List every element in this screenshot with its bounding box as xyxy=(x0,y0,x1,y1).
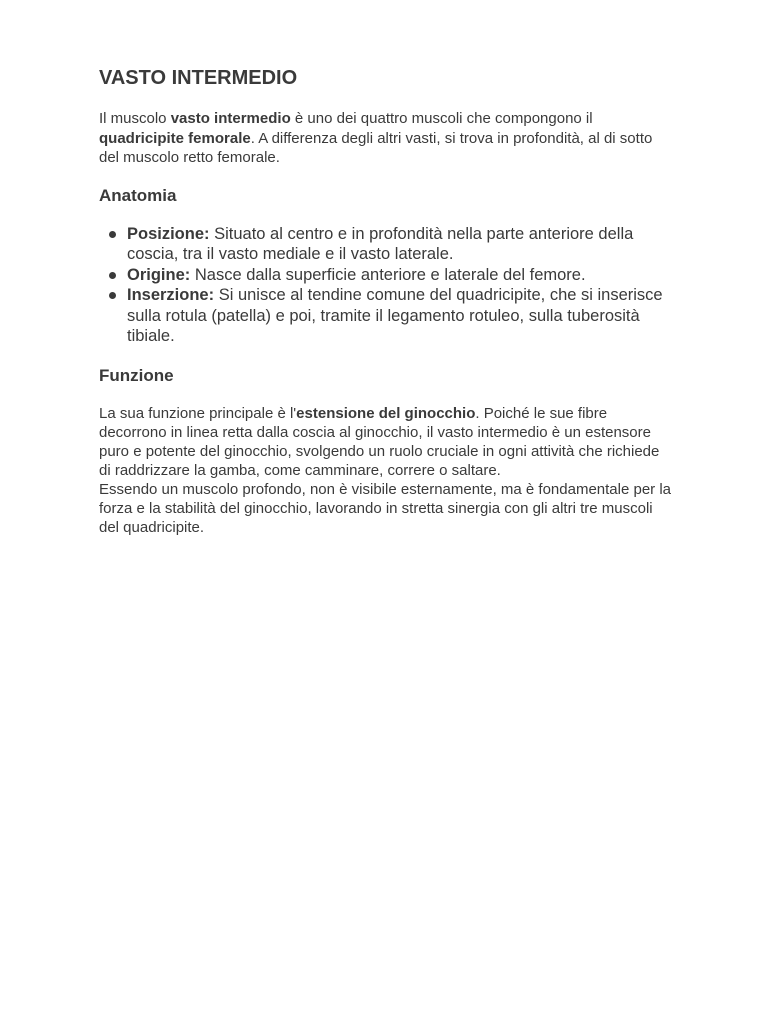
anatomy-item-text: Si unisce al tendine comune del quadricipite, che si inserisce sulla rotula (patella) e poi, tramite il legamento rotuleo, sulla tuberosità tibiale. xyxy=(127,286,663,345)
anatomy-item-text: Situato al centro e in profondità nella parte anteriore della coscia, tra il vasto mediale e il vasto laterale. xyxy=(127,224,634,263)
anatomy-item-label: Inserzione: xyxy=(127,286,215,304)
intro-text-2: è uno dei quattro muscoli che compongono il xyxy=(290,110,593,127)
function-heading: Funzione xyxy=(99,365,174,385)
anatomy-heading: Anatomia xyxy=(99,185,177,205)
bullet-icon xyxy=(109,272,116,279)
intro-text-1: Il muscolo xyxy=(99,110,171,127)
anatomy-item-text: Nasce dalla superficie anteriore e laterale del femore. xyxy=(190,265,586,284)
function-paragraph xyxy=(99,404,671,537)
document-title: VASTO INTERMEDIO xyxy=(99,67,298,89)
bullet-icon xyxy=(109,292,116,299)
anatomy-item-position xyxy=(127,224,667,265)
function-text-3: Essendo un muscolo profondo, non è visibile esternamente, ma è fondamentale per la forza e la stabilità del ginocchio, lavorando in stretta sinergia con gli altri tre muscoli del quadricipite. xyxy=(99,480,672,536)
anatomy-item-label: Origine: xyxy=(127,265,191,284)
intro-paragraph xyxy=(99,109,669,168)
anatomy-item-insertion xyxy=(127,285,667,347)
function-bold-extension: estensione del ginocchio xyxy=(296,404,476,422)
intro-text-3: . A differenza degli altri vasti, si trova in profondità, al di sotto del muscolo retto femorale. xyxy=(99,129,653,166)
intro-bold-quadriceps: quadricipite femorale xyxy=(99,129,251,147)
anatomy-list xyxy=(99,224,667,347)
function-text-2: . Poiché le sue fibre decorrono in linea retta dalla coscia al ginocchio, il vasto intermedio è un estensore puro e potente del ginocchio, svolgendo un ruolo cruciale in ogni attività che richiede di raddrizzare la gamba, come camminare, correre o saltare. xyxy=(99,404,660,479)
anatomy-item-label: Posizione: xyxy=(127,224,210,243)
function-text-1: La sua funzione principale è l' xyxy=(99,404,297,422)
bullet-icon xyxy=(109,231,116,238)
intro-bold-muscle: vasto intermedio xyxy=(170,110,291,127)
anatomy-item-origin xyxy=(127,265,667,286)
